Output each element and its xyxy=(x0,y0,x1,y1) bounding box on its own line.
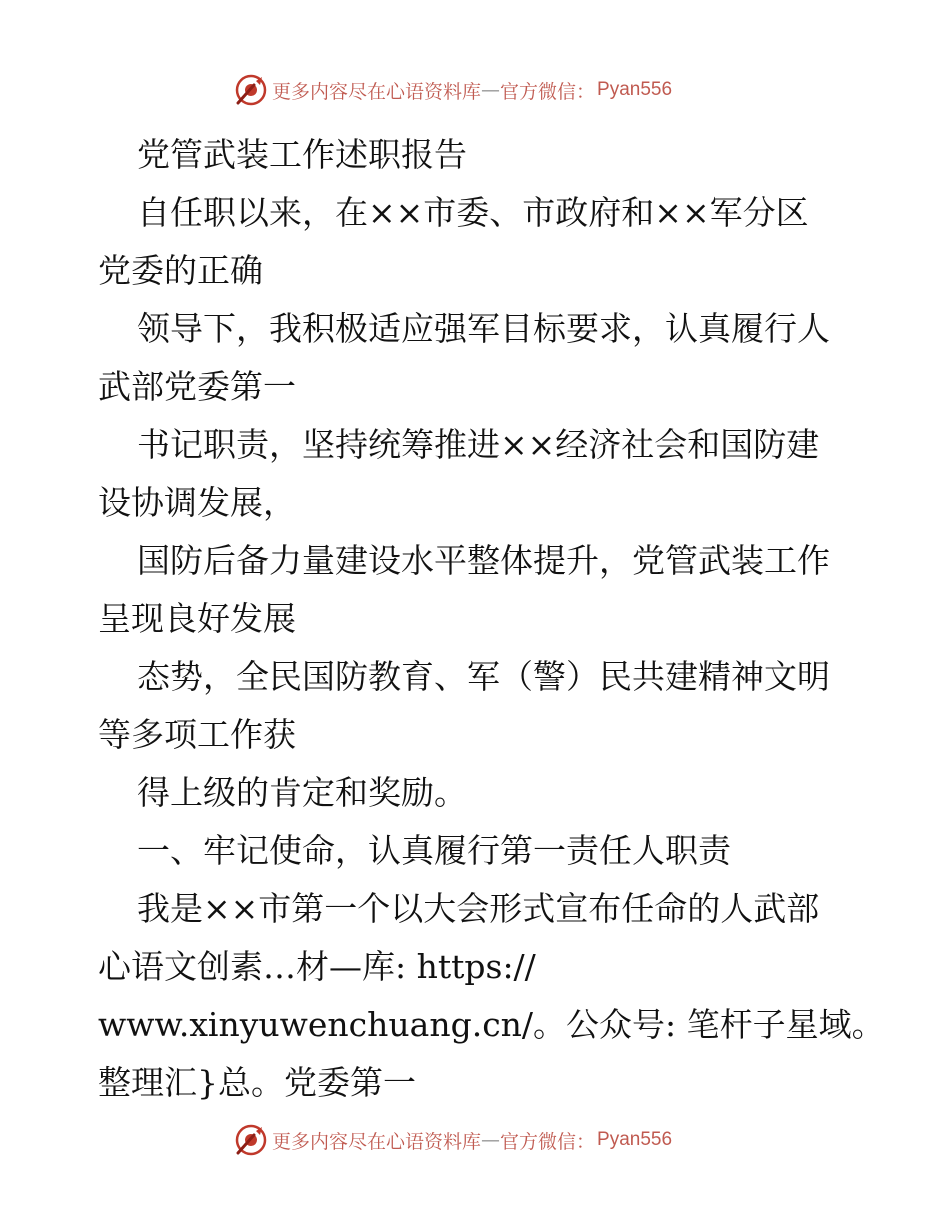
banner-wechat-label: 官方微信： xyxy=(500,1130,596,1153)
banner-wechat-id: Pyan556 xyxy=(597,1129,673,1150)
text-line: 书记职责，坚持统筹推进××经济社会和国防建 xyxy=(137,425,820,464)
text-line: 等多项工作获 xyxy=(98,715,296,754)
text-line: 自任职以来，在××市委、市政府和××军分区 xyxy=(137,193,809,232)
banner-wechat-label: 官方微信： xyxy=(500,80,596,103)
banner-wechat-id: Pyan556 xyxy=(597,79,673,100)
footer-banner xyxy=(234,1122,672,1158)
document-title: 党管武装工作述职报告 xyxy=(137,135,467,174)
logo-icon xyxy=(234,1123,268,1157)
banner-separator: — xyxy=(481,79,501,101)
text-line: 国防后备力量建设水平整体提升，党管武装工作 xyxy=(137,541,830,580)
text-line: 心语文创素…材—库: https:// xyxy=(98,947,536,986)
text-line: 态势，全民国防教育、军（警）民共建精神文明 xyxy=(137,657,830,696)
header-banner xyxy=(234,72,672,108)
text-line: 武部党委第一 xyxy=(98,367,296,406)
text-line: 整理汇}总。党委第一 xyxy=(98,1063,416,1102)
logo-icon xyxy=(234,73,268,107)
banner-main-text: 更多内容尽在心语资料库 xyxy=(272,1130,482,1153)
document-body xyxy=(98,126,885,1112)
text-line: 设协调发展， xyxy=(98,483,296,522)
text-line: 呈现良好发展 xyxy=(98,599,296,638)
banner-separator: — xyxy=(481,1129,501,1151)
banner-main-text: 更多内容尽在心语资料库 xyxy=(272,80,482,103)
text-line: 党委的正确 xyxy=(98,251,263,290)
text-line: 领导下，我积极适应强军目标要求，认真履行人 xyxy=(137,309,830,348)
text-line: 得上级的肯定和奖励。 xyxy=(137,773,467,812)
text-line: www.xinyuwenchuang.cn/。公众号: 笔杆子星域。 xyxy=(98,1005,885,1044)
text-line: 我是××市第一个以大会形式宣布任命的人武部 xyxy=(137,889,820,928)
section-heading: 一、牢记使命，认真履行第一责任人职责 xyxy=(137,831,731,870)
